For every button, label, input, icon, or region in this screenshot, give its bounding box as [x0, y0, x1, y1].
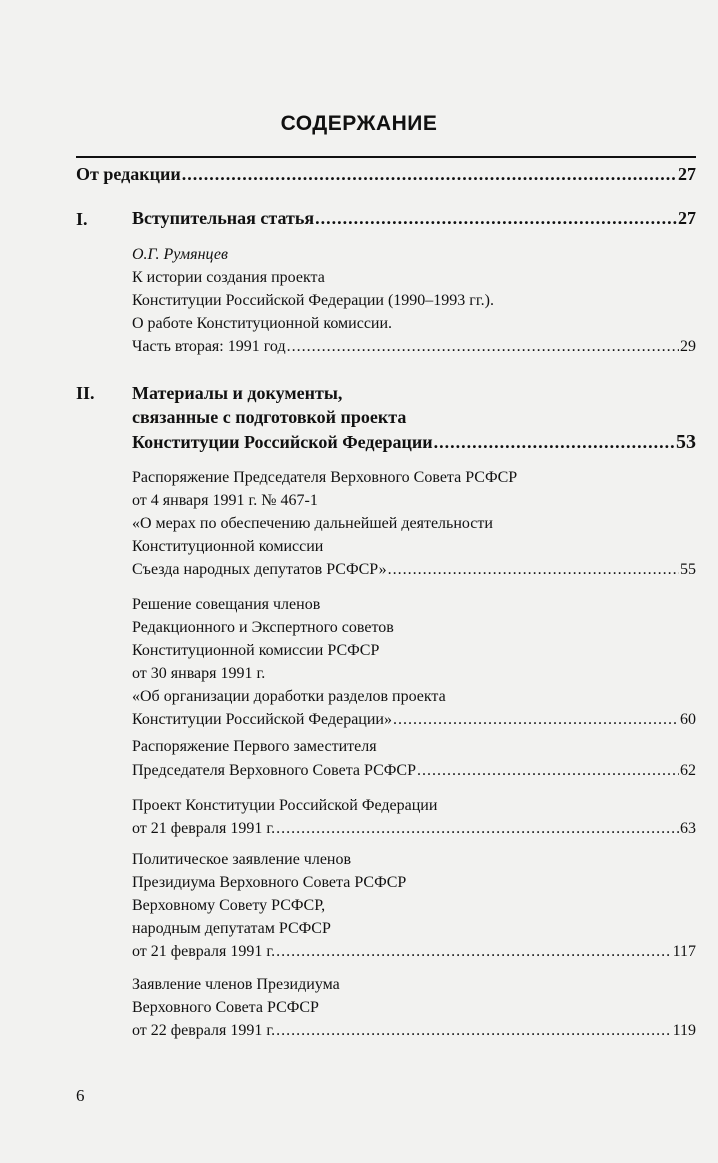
toc-entry-line: Президиума Верховного Совета РСФСР	[132, 874, 407, 891]
toc-label: От редакции	[76, 164, 181, 184]
toc-entry-line: «О мерах по обеспечению дальнейшей деятельности	[132, 515, 493, 532]
toc-entry-line: Заявление членов Президиума	[132, 976, 340, 993]
toc-entry-rumyantsev[interactable]	[132, 337, 696, 357]
dot-leader	[388, 560, 679, 580]
toc-label: Съезда народных депутатов РСФСР»	[132, 561, 387, 578]
toc-entry-line: от 30 января 1991 г.	[132, 665, 266, 682]
toc-label: Председателя Верховного Совета РСФСР	[132, 762, 416, 779]
section-number: I.	[76, 209, 88, 229]
section-title-line: Материалы и документы,	[132, 383, 343, 403]
toc-author: О.Г. Румянцев	[132, 246, 228, 263]
dot-leader	[393, 710, 679, 730]
toc-entry[interactable]	[132, 560, 696, 580]
dot-leader	[287, 337, 679, 357]
toc-section-2[interactable]	[132, 431, 696, 453]
toc-page-number: 27	[678, 164, 696, 184]
dot-leader	[276, 942, 671, 962]
dot-leader	[315, 208, 677, 228]
toc-entry[interactable]	[132, 761, 696, 781]
dot-leader	[182, 164, 677, 184]
dot-leader	[276, 819, 679, 839]
toc-entry[interactable]	[132, 710, 696, 730]
toc-page-number: 29	[680, 338, 696, 355]
dot-leader	[276, 1021, 671, 1041]
toc-entry-line: «Об организации доработки разделов проекта	[132, 688, 446, 705]
toc-entry-line: Верховному Совету РСФСР,	[132, 897, 326, 914]
toc-entry-line: народным депутатам РСФСР	[132, 920, 331, 937]
toc-label: Часть вторая: 1991 год	[132, 338, 286, 355]
section-number: II.	[76, 383, 95, 403]
section-title: Вступительная статья	[132, 208, 315, 228]
toc-entry-line: Решение совещания членов	[132, 596, 321, 613]
toc-page-number: 27	[678, 208, 696, 228]
heading-rule	[76, 156, 696, 158]
toc-page-number: 119	[672, 1022, 696, 1039]
toc-entry[interactable]	[132, 1021, 696, 1041]
toc-entry[interactable]	[132, 819, 696, 839]
toc-page-number: 63	[680, 820, 696, 837]
page-number: 6	[76, 1086, 85, 1105]
toc-entry-line: Проект Конституции Российской Федерации	[132, 797, 438, 814]
toc-label: от 21 февраля 1991 г.	[132, 943, 276, 960]
toc-label: Конституции Российской Федерации»	[132, 711, 392, 728]
toc-entry-line: Верховного Совета РСФСР	[132, 999, 319, 1016]
toc-entry-line: Политическое заявление членов	[132, 851, 352, 868]
section-title: Конституции Российской Федерации	[132, 432, 433, 452]
toc-entry-line: Распоряжение Председателя Верховного Совета РСФСР	[132, 469, 518, 486]
toc-entry-line: Распоряжение Первого заместителя	[132, 738, 377, 755]
toc-entry-preface[interactable]	[76, 164, 696, 184]
toc-page-number: 62	[680, 762, 696, 779]
toc-label: от 21 февраля 1991 г.	[132, 820, 276, 837]
toc-entry-line: Конституции Российской Федерации (1990–1993 гг.).	[132, 292, 494, 309]
section-title-line: связанные с подготовкой проекта	[132, 407, 407, 427]
toc-page-number: 60	[680, 711, 696, 728]
toc-entry[interactable]	[132, 942, 696, 962]
toc-entry-line: О работе Конституционной комиссии.	[132, 315, 393, 332]
toc-entry-line: Редакционного и Экспертного советов	[132, 619, 394, 636]
toc-section-1[interactable]	[132, 208, 696, 228]
toc-entry-line: от 4 января 1991 г. № 467-1	[132, 492, 318, 509]
toc-label: от 22 февраля 1991 г.	[132, 1022, 276, 1039]
toc-entry-line: Конституционной комиссии РСФСР	[132, 642, 380, 659]
toc-page-number: 53	[676, 431, 696, 453]
toc-page-number: 117	[672, 943, 696, 960]
dot-leader	[417, 761, 679, 781]
toc-page-number: 55	[680, 561, 696, 578]
page-title: СОДЕРЖАНИЕ	[280, 112, 438, 135]
dot-leader	[434, 431, 675, 453]
toc-entry-line: К истории создания проекта	[132, 269, 325, 286]
toc-entry-line: Конституционной комиссии	[132, 538, 324, 555]
